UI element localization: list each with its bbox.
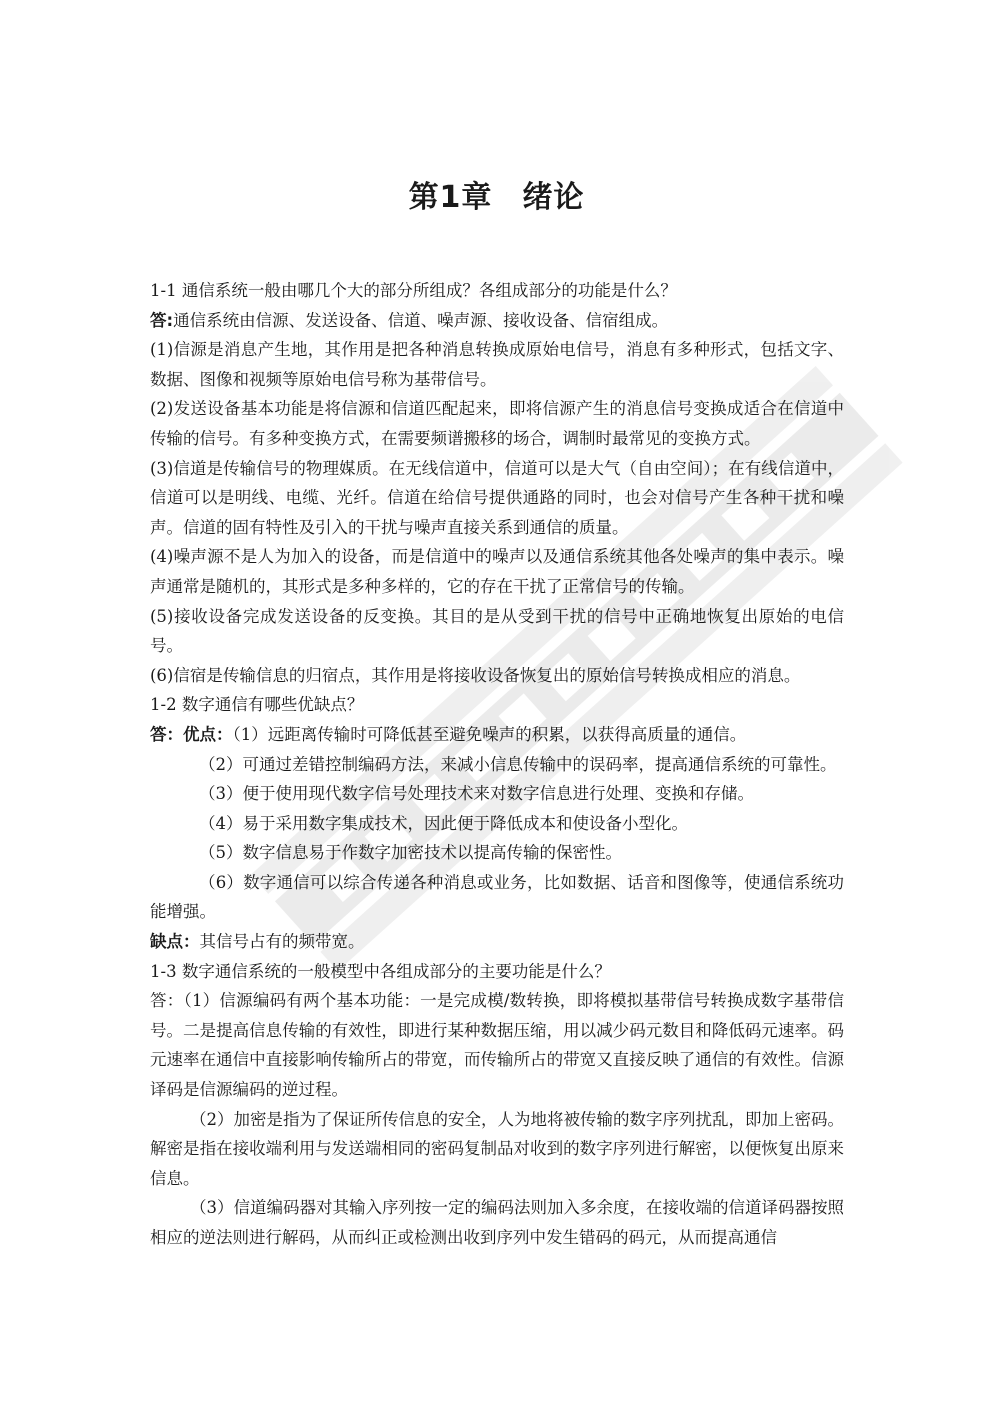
question-1-3: 1-3 数字通信系统的一般模型中各组成部分的主要功能是什么？ bbox=[150, 961, 611, 981]
answer-1-1-item: (4)噪声源不是人为加入的设备，而是信道中的噪声以及通信系统其他各处噪声的集中表示。噪声通常是随机的，其形式是多种多样的，它的存在干扰了正常信号的传输。 bbox=[150, 547, 844, 596]
answer-1-1-item: (1)信源是消息产生地，其作用是把各种消息转换成原始电信号，消息有多种形式，包括文字、数据、图像和视频等原始电信号称为基带信号。 bbox=[150, 340, 844, 389]
answer-1-1-intro: 答:通信系统由信源、发送设备、信道、噪声源、接收设备、信宿组成。 bbox=[150, 310, 669, 330]
chapter-title bbox=[0, 172, 993, 216]
answer-1-1-item: (2)发送设备基本功能是将信源和信道匹配起来，即将信源产生的消息信号变换成适合在信道中传输的信号。有多种变换方式，在需要频谱搬移的场合，调制时最常见的变换方式。 bbox=[150, 399, 844, 448]
answer-1-2-item: （6）数字通信可以综合传递各种消息或业务，比如数据、话音和图像等，使通信系统功能增强。 bbox=[150, 872, 844, 922]
answer-1-2-first: 答：优点：（1）远距离传输时可降低甚至避免噪声的积累，以获得高质量的通信。 bbox=[150, 724, 747, 744]
answer-1-2-item: （4）易于采用数字集成技术，因此便于降低成本和使设备小型化。 bbox=[199, 813, 688, 833]
disadvantages-label: 缺点： bbox=[150, 932, 200, 952]
chapter-name: 绪论 bbox=[522, 180, 585, 215]
chapter-number: 第1章 bbox=[408, 180, 493, 215]
answer-1-3-first: 答：（1）信源编码有两个基本功能：一是完成模/数转换，即将模拟基带信号转换成数字基带信号。二是提高信息传输的有效性，即进行某种数据压缩，用以减少码元数目和降低码元速率。码元速率在通信中直接影响传输所占的带宽，而传输所占的带宽又直接反映了通信的有效性。信源译码是信源编码的逆过程。 bbox=[150, 991, 844, 1100]
answer-1-1-item: (3)信道是传输信号的物理媒质。在无线信道中，信道可以是大气（自由空间）；在有线信道中，信道可以是明线、电缆、光纤。信道在给信号提供通路的同时，也会对信号产生各种干扰和噪声。信道的固有特性及引入的干扰与噪声直接关系到通信的质量。 bbox=[150, 458, 844, 537]
question-1-2: 1-2 数字通信有哪些优缺点？ bbox=[150, 695, 364, 715]
answer-1-2-disadvantages: 缺点：其信号占有的频带宽。 bbox=[150, 932, 365, 952]
question-1-1: 1-1 通信系统一般由哪几个大的部分所组成？各组成部分的功能是什么？ bbox=[150, 281, 677, 300]
answer-1-3-item: （3）信道编码器对其输入序列按一定的编码法则加入多余度，在接收端的信道译码器按照相应的逆法则进行解码，从而纠正或检测出收到序列中发生错码的码元，从而提高通信 bbox=[150, 1198, 844, 1247]
document-body bbox=[150, 276, 844, 1253]
answer-label: 答: bbox=[150, 310, 174, 330]
answer-advantages-label: 答：优点： bbox=[150, 724, 233, 744]
answer-1-3-item: （2）加密是指为了保证所传信息的安全，人为地将被传输的数字序列扰乱，即加上密码。解密是指在接收端利用与发送端相同的密码复制品对收到的数字序列进行解密，以便恢复出原来信息。 bbox=[150, 1109, 844, 1188]
answer-1-2-item: （3）便于使用现代数字信号处理技术来对数字信息进行处理、变换和存储。 bbox=[199, 784, 754, 804]
answer-1-2-item: （2）可通过差错控制编码方法，来减小信息传输中的误码率，提高通信系统的可靠性。 bbox=[199, 754, 837, 774]
answer-1-1-item: (5)接收设备完成发送设备的反变换。其目的是从受到干扰的信号中正确地恢复出原始的电信号。 bbox=[150, 606, 844, 656]
answer-1-1-item: (6)信宿是传输信息的归宿点，其作用是将接收设备恢复出的原始信号转换成相应的消息。 bbox=[150, 665, 801, 685]
answer-1-2-item: （5）数字信息易于作数字加密技术以提高传输的保密性。 bbox=[199, 843, 622, 863]
